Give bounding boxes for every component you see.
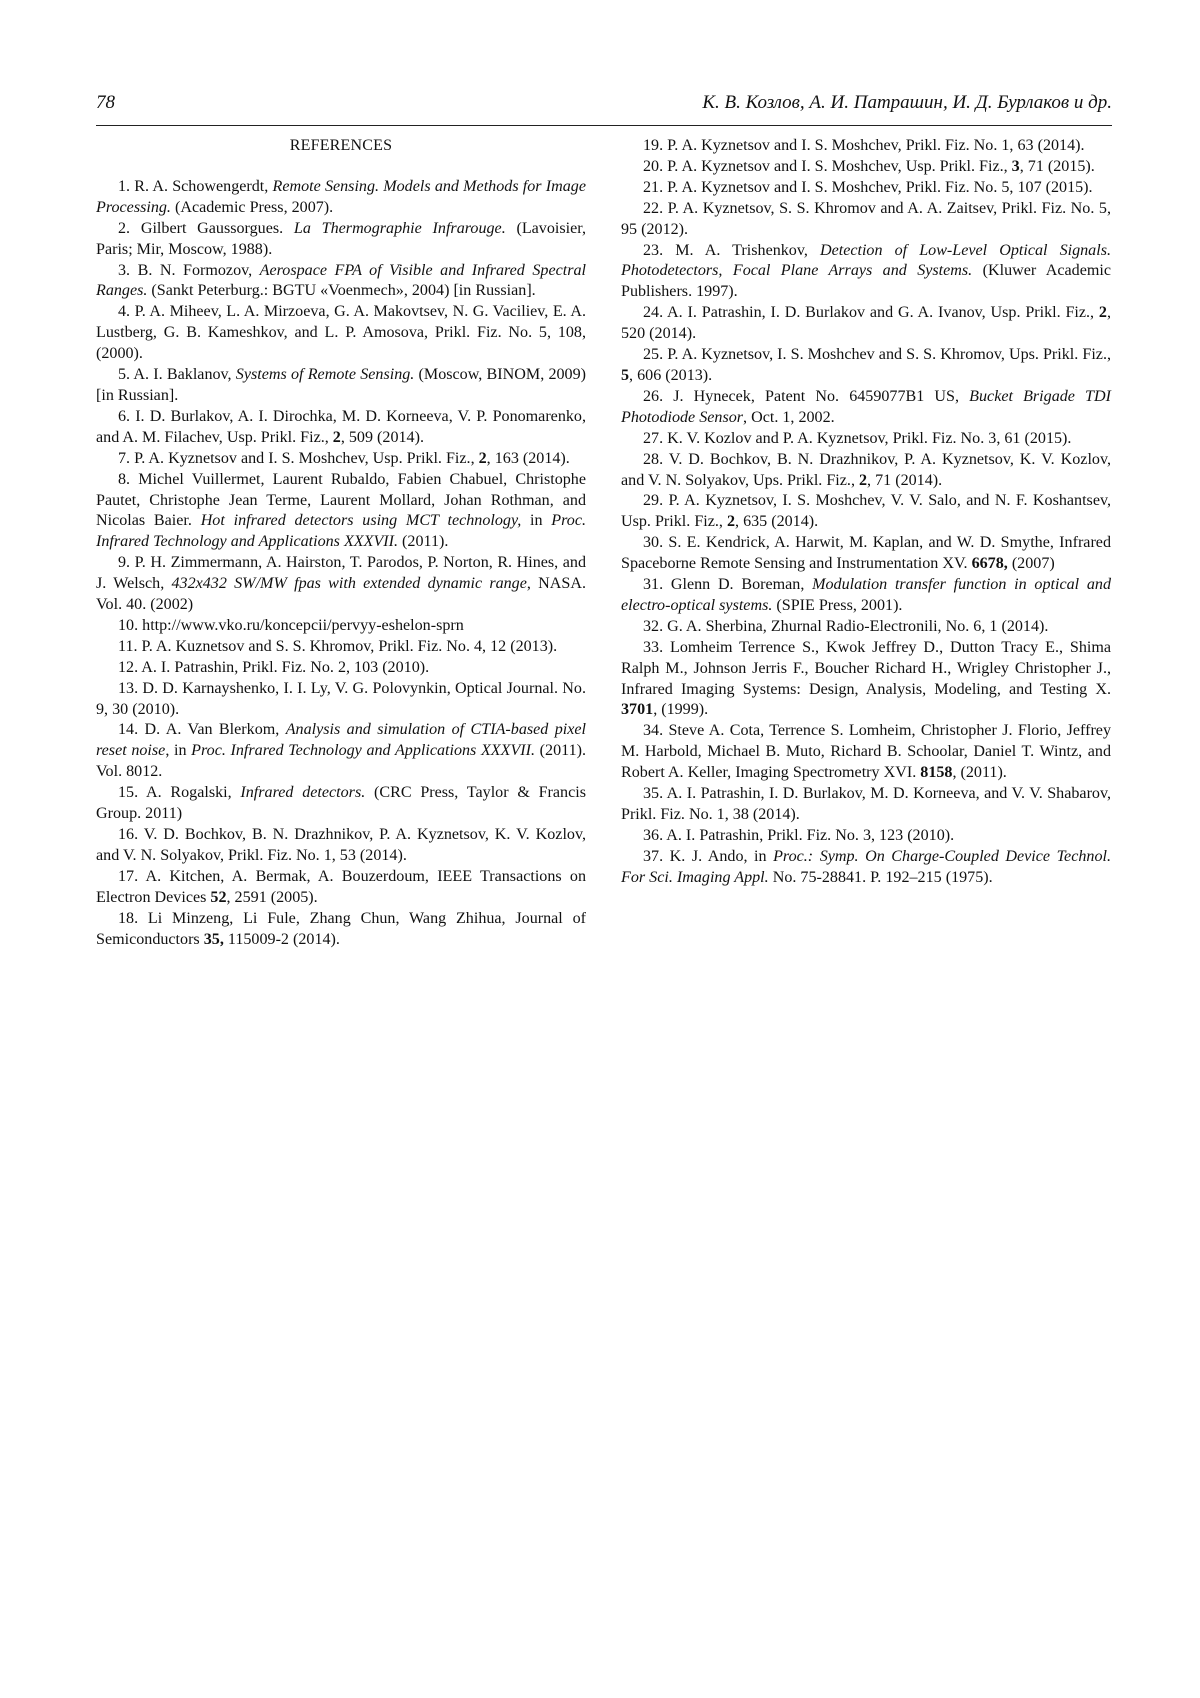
reference-text: 22. P. A. Kyznetsov, S. S. Khromov and A. A. Zaitsev, Prikl. Fiz. No. 5, 95 (2012). (621, 199, 1111, 238)
reference-text: (Lavoisier, Paris; Mir, Moscow, 1988). (96, 219, 586, 258)
reference-entry (96, 449, 586, 470)
reference-entry (96, 867, 586, 909)
reference-entry (621, 533, 1111, 575)
reference-text: 8. Michel Vuillermet, Laurent Rubaldo, Fabien Chabuel, Christophe Pautet, Christophe Jean Terme, Laurent Mollard, Johan Rothman, and Nicolas Baier. (96, 470, 586, 530)
reference-entry (96, 720, 586, 783)
reference-text: (2007) (1007, 555, 1055, 573)
reference-text: (CRC Press, Taylor & Francis Group. 2011) (96, 784, 586, 823)
reference-text: 13. D. D. Karnayshenko, I. I. Ly, V. G. Polovynkin, Optical Journal. No. 9, 30 (2010). (96, 679, 586, 718)
reference-text: 5. A. I. Baklanov, (118, 366, 236, 384)
reference-text: (Moscow, BINOM, 2009) [in Russian]. (96, 366, 586, 404)
references-heading: REFERENCES (289, 137, 393, 154)
reference-entry (621, 826, 1111, 847)
running-title: К. В. Козлов, А. И. Патрашин, И. Д. Бурлаков и др. (702, 92, 1112, 113)
reference-text: (2011). (398, 533, 449, 551)
reference-text: (Academic Press, 2007). (170, 198, 334, 216)
reference-text: , (2011). (952, 764, 1007, 782)
header-rule (96, 125, 1112, 126)
reference-entry (96, 261, 586, 303)
reference-text: Systems of Remote Sensing. (235, 366, 415, 384)
reference-text: No. 75-28841. P. 192–215 (1975). (768, 868, 993, 886)
reference-text: (2011). Vol. 8012. (96, 742, 587, 781)
reference-entry (96, 679, 586, 721)
reference-text: Proc.: Symp. On Charge-Coupled Device Technol. For Sci. Imaging Appl. (621, 847, 1111, 886)
reference-entry (621, 387, 1111, 429)
reference-text: , 509 (2014). (340, 428, 424, 446)
reference-text: Aerospace FPA of Visible and Infrared Spectral Ranges. (96, 261, 586, 300)
reference-text: , 71 (2015). (1019, 157, 1095, 175)
reference-text: 11. P. A. Kuznetsov and S. S. Khromov, Prikl. Fiz. No. 4, 12 (2013). (118, 637, 558, 655)
reference-text: 2 (726, 513, 736, 531)
reference-text: (Sankt Peterburg.: BGTU «Voenmech», 2004) [in Russian]. (147, 282, 536, 300)
reference-text: 30. S. E. Kendrick, A. Harwit, M. Kaplan, and W. D. Smythe, Infrared Spaceborne Remote Sensing and Instrumentation XV. (621, 534, 1111, 573)
reference-entry (621, 345, 1111, 387)
reference-text: 5 (621, 366, 630, 384)
reference-text: 31. Glenn D. Boreman, (643, 576, 813, 594)
reference-text: 10. http://www.vko.ru/koncepcii/pervyy-eshelon-sprn (118, 616, 464, 634)
reference-text: 2 (332, 428, 341, 446)
references-column-right (621, 136, 1111, 889)
reference-text: 115009-2 (2014). (223, 930, 340, 948)
reference-text: 6. I. D. Burlakov, A. I. Dirochka, M. D. Korneeva, V. P. Ponomarenko, and A. M. Filachev, Usp. Prikl. Fiz., (96, 407, 586, 446)
reference-text: Detection of Low-Level Optical Signals. Photodetectors, Focal Plane Arrays and Systems. (621, 241, 1111, 280)
reference-text: , 163 (2014). (486, 449, 570, 467)
reference-entry (621, 784, 1111, 826)
reference-text: 25. P. A. Kyznetsov, I. S. Moshchev and S. S. Khromov, Ups. Prikl. Fiz., (643, 346, 1111, 364)
reference-text: Analysis and simulation of CTIA-based pixel reset noise (96, 721, 587, 760)
reference-text: 24. A. I. Patrashin, I. D. Burlakov and G. A. Ivanov, Usp. Prikl. Fiz., (643, 304, 1099, 322)
reference-text: 8158 (920, 764, 953, 782)
reference-entry (621, 178, 1111, 199)
page-number: 78 (96, 92, 115, 113)
reference-text: 14. D. A. Van Blerkom, (118, 721, 286, 739)
reference-entry (621, 303, 1111, 345)
reference-text: , 635 (2014). (735, 513, 819, 531)
reference-entry (621, 241, 1111, 304)
reference-text: in (521, 512, 552, 530)
reference-entry (96, 909, 586, 951)
reference-text: 16. V. D. Bochkov, B. N. Drazhnikov, P. A. Kyznetsov, K. V. Kozlov, and V. N. Solyakov, Prikl. Fiz. No. 1, 53 (2014). (96, 826, 586, 864)
reference-entry (621, 491, 1111, 533)
references-column-left (96, 136, 586, 950)
reference-entry (96, 616, 586, 637)
reference-text: 33. Lomheim Terrence S., Kwok Jeffrey D., Dutton Tracy E., Shima Ralph M., Johnson Jerris F., Boucher Richard H., Wrigley Christopher J., Infrared Imaging Systems: Design, Analysis, Modeling, and Testing X. (621, 638, 1111, 698)
reference-text: Proc. Infrared Technology and Applications XXXVII. (191, 742, 536, 760)
reference-text: 19. P. A. Kyznetsov and I. S. Moshchev, Prikl. Fiz. No. 1, 63 (2014). (643, 137, 1085, 154)
reference-entry (621, 575, 1111, 617)
reference-text: (SPIE Press, 2001). (772, 596, 903, 614)
reference-entry (621, 847, 1111, 889)
reference-text: 35. A. I. Patrashin, I. D. Burlakov, M. D. Korneeva, and V. V. Shabarov, Prikl. Fiz. No. 1, 38 (2014). (621, 785, 1111, 823)
reference-entry (96, 470, 586, 554)
reference-entry (96, 219, 586, 261)
reference-text: 37. K. J. Ando, in (643, 847, 774, 865)
reference-entry (96, 177, 586, 219)
reference-text: 28. V. D. Bochkov, B. N. Drazhnikov, P. A. Kyznetsov, K. V. Kozlov, and V. N. Solyakov, Ups. Prikl. Fiz., (621, 450, 1111, 489)
reference-text: , in (165, 742, 192, 760)
reference-text: Remote Sensing. Models and Methods for Image Processing. (96, 177, 586, 216)
reference-text: 3701 (621, 701, 654, 719)
reference-text: 6678, (971, 555, 1008, 573)
reference-entry (621, 617, 1111, 638)
page-header (96, 92, 1112, 114)
reference-entry (621, 429, 1111, 450)
reference-text: 9. P. H. Zimmermann, A. Hairston, T. Parodos, P. Norton, R. Hines, and J. Welsch, (96, 554, 586, 593)
reference-text: , 2591 (2005). (226, 888, 318, 906)
reference-text: 2 (478, 449, 487, 467)
reference-text: , Oct. 1, 2002. (743, 408, 835, 426)
reference-entry (621, 136, 1111, 157)
reference-text: Proc. Infrared Technology and Applications XXXVII. (96, 512, 586, 551)
reference-text: 1. R. A. Schowengerdt, (118, 177, 273, 195)
reference-text: Infrared detectors. (240, 784, 366, 802)
reference-text: 2 (1098, 304, 1107, 322)
reference-entry (621, 721, 1111, 784)
reference-entry (96, 637, 586, 658)
reference-text: 17. A. Kitchen, A. Bermak, A. Bouzerdoum, IEEE Transactions on Electron Devices (96, 867, 586, 906)
reference-text: 34. Steve A. Cota, Terrence S. Lomheim, Christopher J. Florio, Jeffrey M. Harbold, Michael B. Muto, Richard B. Schoolar, Daniel T. Wintz, and Robert A. Keller, Imaging Spectrometry XVI. (621, 722, 1111, 782)
reference-entry (96, 825, 586, 867)
reference-text: 35, (203, 930, 224, 948)
reference-text: 3 (1011, 157, 1020, 175)
reference-entry (96, 658, 586, 679)
reference-text: 36. A. I. Patrashin, Prikl. Fiz. No. 3, 123 (2010). (643, 826, 955, 844)
reference-text: 432x432 SW/MW fpas with extended dynamic range (171, 575, 527, 593)
reference-text: 26. J. Hynecek, Patent No. 6459077B1 US, (643, 387, 970, 405)
reference-text: 52 (210, 888, 227, 906)
reference-entry (621, 199, 1111, 241)
reference-entry (96, 302, 586, 365)
reference-entry (96, 553, 586, 616)
reference-text: 7. P. A. Kyznetsov and I. S. Moshchev, Usp. Prikl. Fiz., (118, 449, 479, 467)
reference-entry (96, 783, 586, 825)
reference-entry (621, 157, 1111, 178)
reference-text: 2 (859, 471, 868, 489)
reference-list-left (96, 177, 586, 951)
reference-text: 23. M. A. Trishenkov, (643, 241, 820, 259)
reference-entry (96, 365, 586, 407)
reference-text: Hot infrared detectors using MCT technology, (200, 512, 522, 530)
reference-text: 3. B. N. Formozov, (118, 261, 260, 279)
reference-text: , 606 (2013). (629, 366, 713, 384)
reference-text: (Kluwer Academic Publishers. 1997). (621, 262, 1112, 301)
reference-entry (96, 407, 586, 449)
reference-text: 21. P. A. Kyznetsov and I. S. Moshchev, Prikl. Fiz. No. 5, 107 (2015). (643, 178, 1093, 196)
reference-text: 15. A. Rogalski, (118, 784, 241, 802)
reference-text: 18. Li Minzeng, Li Fule, Zhang Chun, Wang Zhihua, Journal of Semiconductors (96, 909, 586, 948)
reference-entry (621, 638, 1111, 722)
reference-text: 29. P. A. Kyznetsov, I. S. Moshchev, V. V. Salo, and N. F. Koshantsev, Usp. Prikl. Fiz., (621, 492, 1111, 531)
reference-text: , 520 (2014). (621, 304, 1111, 343)
reference-text: 12. A. I. Patrashin, Prikl. Fiz. No. 2, 103 (2010). (118, 658, 430, 676)
reference-text: , 71 (2014). (867, 471, 943, 489)
reference-text: 32. G. A. Sherbina, Zhurnal Radio-Electronili, No. 6, 1 (2014). (643, 617, 1049, 635)
reference-text: Modulation transfer function in optical and electro-optical systems. (621, 576, 1111, 614)
reference-text: 20. P. A. Kyznetsov and I. S. Moshchev, Usp. Prikl. Fiz., (643, 157, 1012, 175)
reference-entry (621, 450, 1111, 492)
reference-list-right (621, 136, 1111, 889)
reference-text: 2. Gilbert Gaussorgues. (118, 219, 294, 237)
reference-text: , NASA. Vol. 40. (2002) (96, 575, 586, 614)
reference-text: La Thermographie Infrarouge. (293, 219, 506, 237)
reference-text: 4. P. A. Miheev, L. A. Mirzoeva, G. A. Makovtsev, N. G. Vaciliev, E. A. Lustberg, G. B. Kameshkov, and L. P. Amosova, Prikl. Fiz. No. 5, 108, (2000). (96, 303, 586, 363)
reference-text: Bucket Brigade TDI Photodiode Sensor (621, 387, 1111, 426)
reference-text: 27. K. V. Kozlov and P. A. Kyznetsov, Prikl. Fiz. No. 3, 61 (2015). (643, 429, 1072, 447)
reference-text: , (1999). (653, 701, 709, 719)
